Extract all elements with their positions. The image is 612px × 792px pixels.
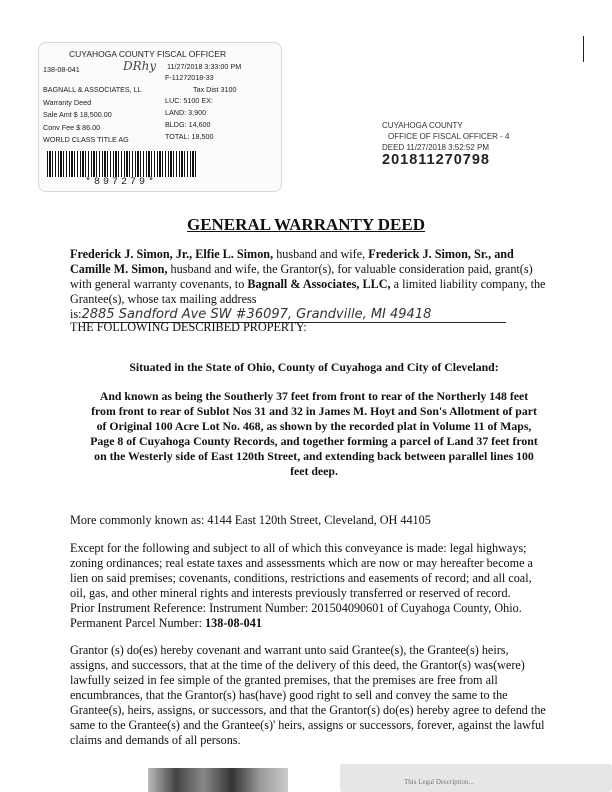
is-label: is:: [70, 307, 82, 321]
scan-artifact-page: [340, 764, 612, 792]
sticker-parcel: 138-08-041: [43, 65, 80, 74]
grantors-names-1: Frederick J. Simon, Jr., Elfie L. Simon,: [70, 247, 274, 261]
grantors-text-1: husband and wife,: [273, 247, 369, 261]
grantors-names-2: Frederick J. Simon, Sr., and Camille M. Simon,: [70, 247, 514, 276]
sticker-bldg: BLDG: 14,600: [165, 120, 211, 129]
barcode-number: *897279*: [85, 177, 158, 188]
fiscal-officer-sticker: [38, 42, 282, 192]
sticker-sale-amt: Sale Amt $ 18,500.00: [43, 110, 112, 119]
situated-line: Situated in the State of Ohio, County of Cuyahoga and City of Cleveland:: [129, 360, 499, 374]
sticker-total: TOTAL: 18,500: [165, 132, 214, 141]
ppn-label: Permanent Parcel Number:: [70, 616, 206, 630]
barcode: [47, 151, 197, 177]
stamp-line2: OFFICE OF FISCAL OFFICER - 4: [388, 132, 510, 141]
scan-artifact: [148, 768, 288, 792]
sticker-initials: DRhy: [123, 59, 157, 73]
grantors-text-2: husband and wife, the Grantor(s), for valuable consideration paid, grant(s) with general warranty covenants, to: [70, 262, 533, 291]
prior-instrument: Prior Instrument Reference: Instrument Number: 201504090601 of Cuyahoga County, Ohio.: [70, 601, 522, 615]
permanent-parcel: [70, 616, 548, 631]
legal-description: And known as being the Southerly 37 feet from front to rear of the Northerly 148 feet from front to rear of Sublot Nos 31 and 32 in James M. Hoyt and Son's Allotment of part of Original 100 Acre Lot No. 468, as shown by the recorded plat in Volume 11 of Maps, Page 8 of Cuyahoga County Records, and together forming a parcel of Land 37 feet front on the Westerly side of East 120th Street, and extending back between parallel lines 100 feet deep.: [90, 389, 538, 478]
grantors-text-3: a limited liability company, the Grantee(s), whose tax mailing address: [70, 277, 546, 306]
ppn-value: 138-08-041: [205, 616, 262, 630]
instrument-number: 201811270798: [382, 152, 490, 168]
footer-fragment: This Legal Description...: [404, 778, 474, 786]
sticker-title-co: WORLD CLASS TITLE AG: [43, 135, 129, 144]
except-clause: Except for the following and subject to all of which this conveyance is made: legal highways; zoning ordinances; real estate taxes and assessments which are now or may hereafter become a lien on said premises; covenants, conditions, restrictions and easements of record; and all coal, oil, gas, and other mineral rights and interests previously transferred or reserved of record.: [70, 541, 533, 600]
covenant-paragraph: Grantor (s) do(es) hereby covenant and warrant unto said Grantee(s), the Grantee(s) heirs, assigns, and successors, that at the time of the delivery of this deed, the Grantor(s) was(were) lawfully seized in fee simple of the granted premises, that the premises are free from all encumbrances, that the Grantor(s) has(have) good right to sell and convey the same to the Grantee(s), heirs, assigns, or successors, and that the Grantor(s) do(es) hereby agree to defend the same to the Grantee(s) and the Grantee(s)' heirs, assigns or successors, forever, against the lawful claims and demands of all persons.: [70, 643, 546, 747]
sticker-datetime: 11/27/2018 3:33:00 PM: [167, 62, 242, 71]
following-property: THE FOLLOWING DESCRIBED PROPERTY:: [70, 320, 307, 334]
recorder-stamp: [382, 120, 510, 166]
sticker-grantee: BAGNALL & ASSOCIATES, LL: [43, 85, 142, 94]
sticker-office: CUYAHOGA COUNTY FISCAL OFFICER: [69, 49, 227, 59]
grantee-name: Bagnall & Associates, LLC,: [247, 277, 391, 291]
sticker-deed-type: Warranty Deed: [43, 98, 92, 107]
sticker-land: LAND: 3,900: [165, 108, 207, 117]
margin-mark: [583, 36, 584, 62]
known-as: More commonly known as: 4144 East 120th Street, Cleveland, OH 44105: [70, 513, 431, 527]
stamp-line3: DEED 11/27/2018 3:52:52 PM: [382, 143, 490, 152]
sticker-luc: LUC: 5100 EX:: [165, 96, 213, 105]
sticker-file-no: F-11272018-33: [165, 73, 214, 82]
deed-title: GENERAL WARRANTY DEED: [186, 215, 426, 234]
stamp-line1: CUYAHOGA COUNTY: [382, 121, 463, 130]
sticker-conv-fee: Conv Fee $ 86.00: [43, 123, 101, 132]
grantor-paragraph: [70, 247, 548, 307]
sticker-tax-dist: Tax Dist 3100: [193, 85, 237, 94]
handwritten-address: 2885 Sandford Ave SW #36097, Grandville, MI 49418: [82, 307, 506, 323]
